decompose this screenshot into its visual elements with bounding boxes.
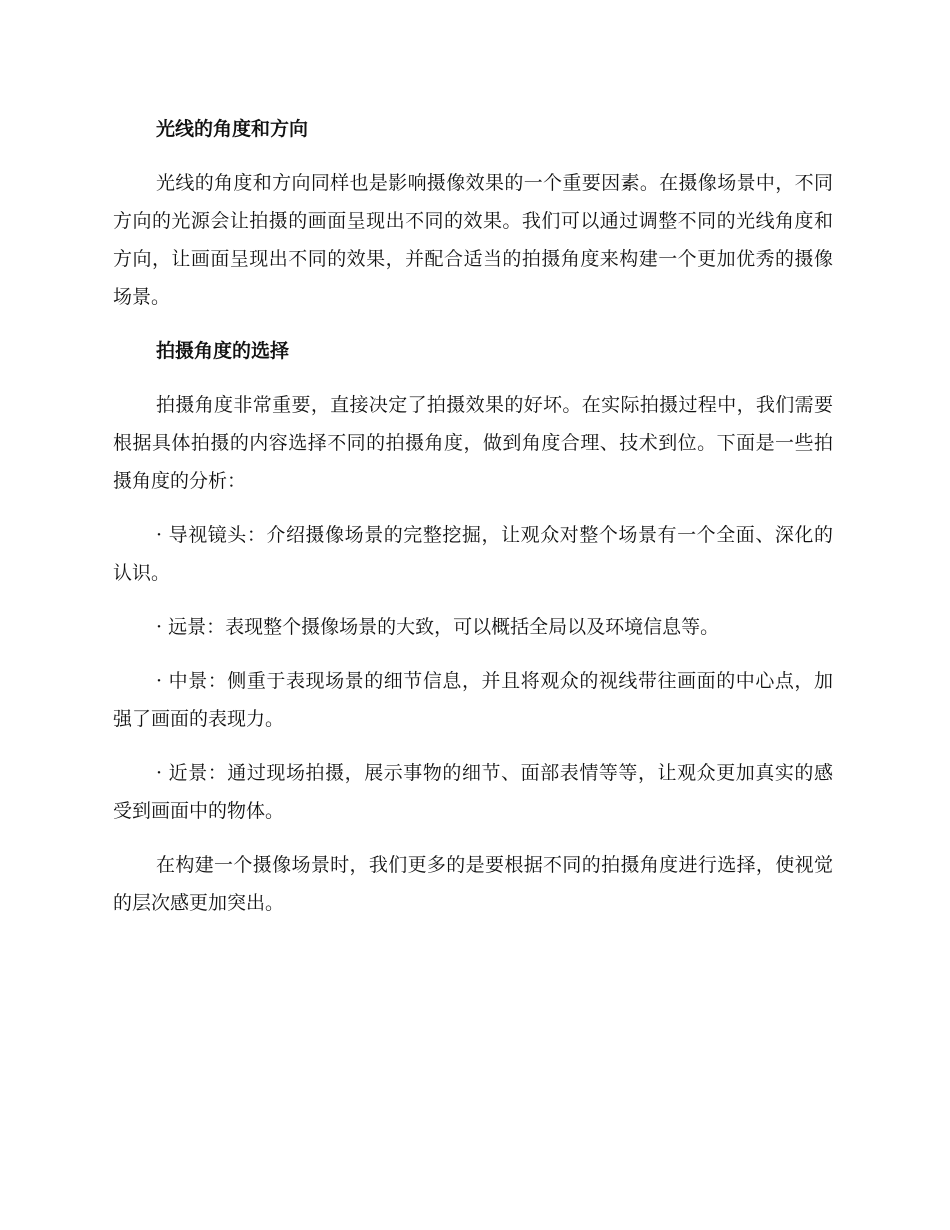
paragraph-conclusion: 在构建一个摄像场景时，我们更多的是要根据不同的拍摄角度进行选择，使视觉的层次感更加突出。 xyxy=(113,854,833,914)
document-body xyxy=(113,110,833,922)
paragraph-shooting-angle-intro: 拍摄角度非常重要，直接决定了拍摄效果的好坏。在实际拍摄过程中，我们需要根据具体拍摄的内容选择不同的拍摄角度，做到角度合理、技术到位。下面是一些拍摄角度的分析： xyxy=(113,394,833,492)
section-heading-shooting-angle: 拍摄角度的选择 xyxy=(156,340,290,362)
bullet-long-shot: · 远景：表现整个摄像场景的大致，可以概括全局以及环境信息等。 xyxy=(156,616,720,638)
bullet-close-up: · 近景：通过现场拍摄，展示事物的细节、面部表情等等，让观众更加真实的感受到画面中的物体。 xyxy=(113,762,833,822)
paragraph-light-angle: 光线的角度和方向同样也是影响摄像效果的一个重要因素。在摄像场景中，不同方向的光源会让拍摄的画面呈现出不同的效果。我们可以通过调整不同的光线角度和方向，让画面呈现出不同的效果，并配合适当的拍摄角度来构建一个更加优秀的摄像场景。 xyxy=(113,172,833,308)
bullet-establishing-shot: · 导视镜头：介绍摄像场景的完整挖掘，让观众对整个场景有一个全面、深化的认识。 xyxy=(113,524,833,584)
bullet-medium-shot: · 中景：侧重于表现场景的细节信息，并且将观众的视线带往画面的中心点，加强了画面的表现力。 xyxy=(113,670,833,730)
section-heading-light-angle: 光线的角度和方向 xyxy=(156,118,309,140)
